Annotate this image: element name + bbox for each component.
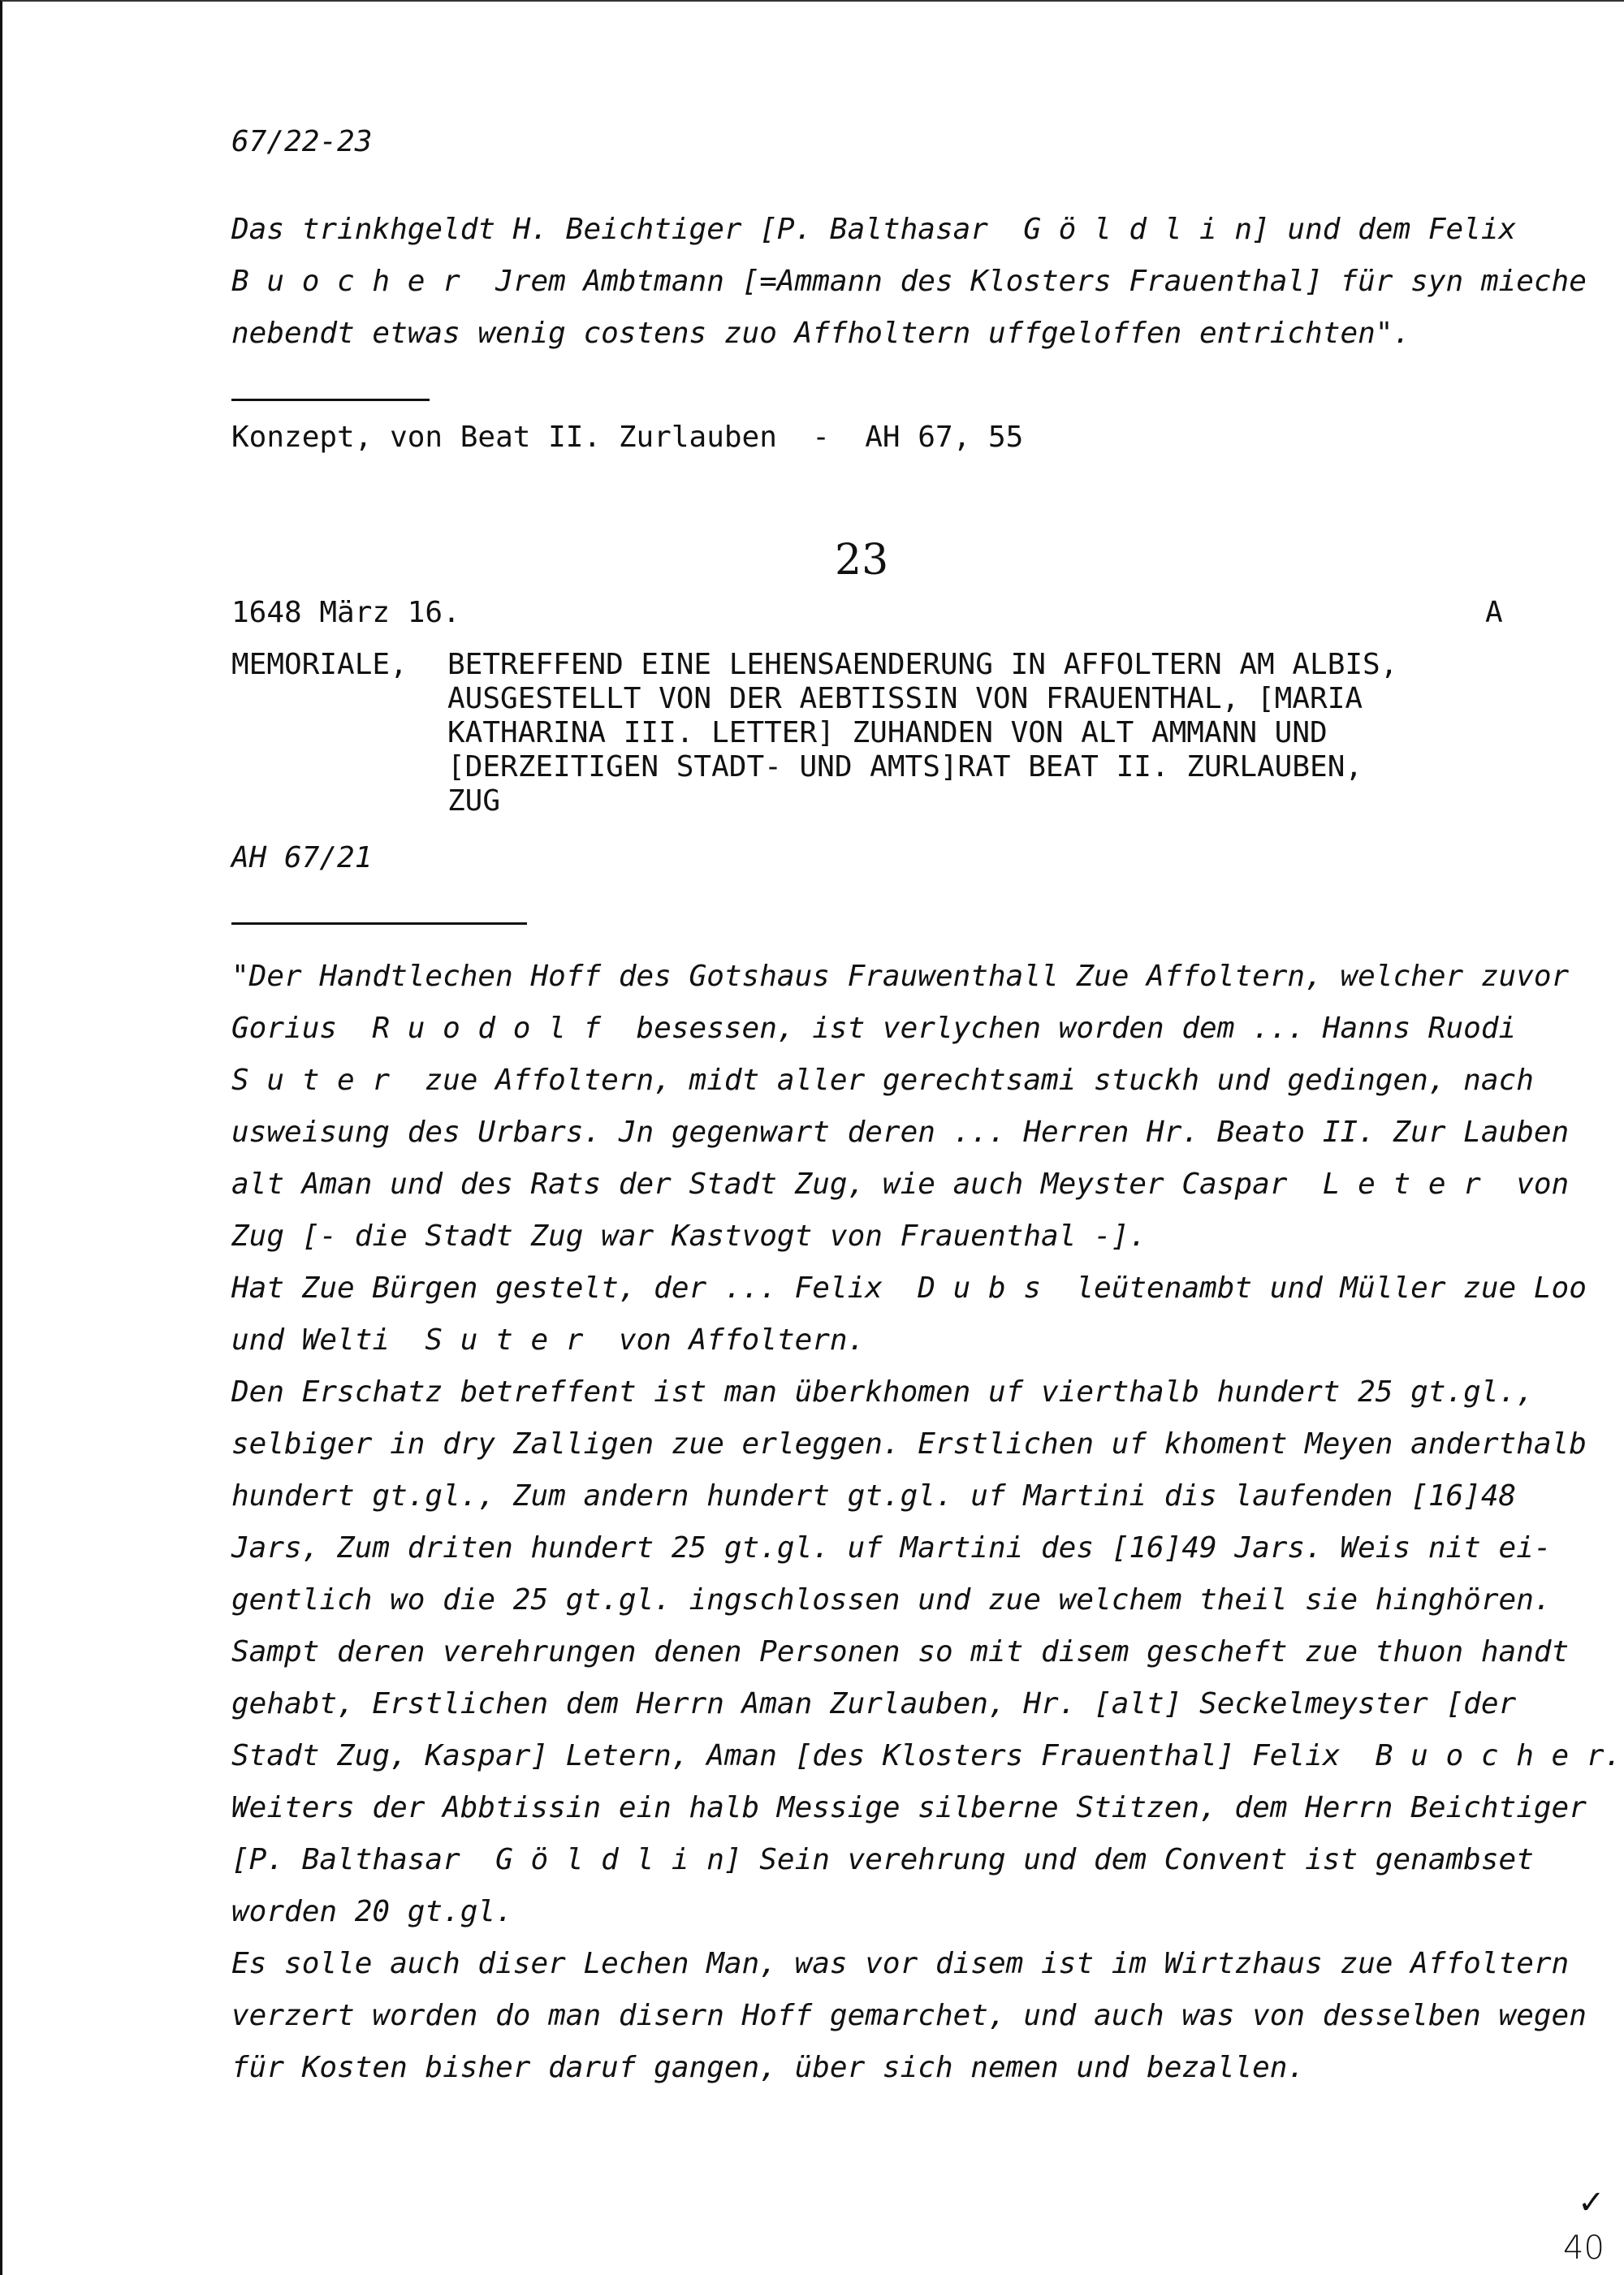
document-date: 1648 März 16. (231, 596, 460, 629)
body-line: S u t e r zue Affoltern, midt aller gerechtsami stuckh und gedingen, nach (231, 1064, 1534, 1097)
body-line: usweisung des Urbars. Jn gegenwart deren ... Herren Hr. Beato II. Zur Lauben (231, 1116, 1570, 1149)
body-line: Weiters der Abbtissin ein halb Messige silberne Stitzen, dem Herrn Beichtiger (231, 1791, 1587, 1824)
body-line: "Der Handtlechen Hoff des Gotshaus Frauwenthall Zue Affoltern, welcher zuvor (231, 960, 1570, 993)
prev-line: nebendt etwas wenig costens zuo Affholtern uffgeloffen entrichten". (231, 317, 1411, 350)
document-number: 23 (835, 536, 889, 585)
check-mark-icon: ✓ (1578, 2184, 1605, 2221)
body-line: worden 20 gt.gl. (231, 1895, 513, 1928)
prev-line: Das trinkhgeldt H. Beichtiger [P. Balthasar G ö l d l i n] und dem Felix (231, 213, 1517, 246)
body-line: Gorius R u o d o l f besessen, ist verlychen worden dem ... Hanns Ruodi (231, 1012, 1517, 1045)
body-line: hundert gt.gl., Zum andern hundert gt.gl. uf Martini dis laufenden [16]48 (231, 1479, 1517, 1513)
body-line: und Welti S u t e r von Affoltern. (231, 1323, 866, 1357)
prev-line: B u o c h e r Jrem Ambtmann [=Ammann des Klosters Frauenthal] für syn mieche (231, 265, 1587, 298)
handwritten-page-number: 40 (1563, 2230, 1605, 2267)
body-line: Sampt deren verehrungen denen Personen so mit disem gescheft zue thuon handt (231, 1635, 1570, 1668)
body-line: gentlich wo die 25 gt.gl. ingschlossen und zue welchem theil sie hinghören. (231, 1583, 1552, 1617)
title-line: ZUG (447, 784, 501, 818)
source-note: Konzept, von Beat II. Zurlauben - AH 67, 55 (231, 421, 1024, 454)
body-line: Es solle auch diser Lechen Man, was vor disem ist im Wirtzhaus zue Affoltern (231, 1947, 1570, 1980)
section-rule (231, 922, 527, 925)
body-line: alt Aman und des Rats der Stadt Zug, wie auch Meyster Caspar L e t e r von (231, 1168, 1570, 1201)
body-line: Den Erschatz betreffent ist man überkhomen uf vierthalb hundert 25 gt.gl., (231, 1375, 1534, 1409)
title-line: BETREFFEND EINE LEHENSAENDERUNG IN AFFOLTERN AM ALBIS, (447, 648, 1398, 681)
title-line: KATHARINA III. LETTER] ZUHANDEN VON ALT AMMANN UND (447, 716, 1328, 749)
body-line: Hat Zue Bürgen gestelt, der ... Felix D u b s leütenambt und Müller zue Loo (231, 1271, 1587, 1305)
reference-top: 67/22-23 (231, 125, 373, 158)
title-lead: MEMORIALE, (231, 648, 408, 681)
document-letter: A (1485, 596, 1503, 629)
body-line: Stadt Zug, Kaspar] Letern, Aman [des Klosters Frauenthal] Felix B u o c h e r. (231, 1739, 1622, 1772)
body-line: gehabt, Erstlichen dem Herrn Aman Zurlauben, Hr. [alt] Seckelmeyster [der (231, 1687, 1517, 1720)
body-line: Zug [- die Stadt Zug war Kastvogt von Frauenthal -]. (231, 1220, 1147, 1253)
title-line: AUSGESTELLT VON DER AEBTISSIN VON FRAUENTHAL, [MARIA (447, 682, 1363, 715)
archive-reference: AH 67/21 (231, 841, 373, 874)
footnote-rule (231, 399, 430, 401)
body-line: für Kosten bisher daruf gangen, über sich nemen und bezallen. (231, 2051, 1306, 2084)
body-line: Jars, Zum driten hundert 25 gt.gl. uf Martini des [16]49 Jars. Weis nit ei- (231, 1531, 1552, 1565)
body-line: verzert worden do man disern Hoff gemarchet, und auch was von desselben wegen (231, 1999, 1587, 2032)
title-line: [DERZEITIGEN STADT- UND AMTS]RAT BEAT II. ZURLAUBEN, (447, 750, 1363, 784)
body-line: selbiger in dry Zalligen zue erleggen. Erstlichen uf khoment Meyen anderthalb (231, 1427, 1587, 1461)
body-line: [P. Balthasar G ö l d l i n] Sein verehrung und dem Convent ist genambset (231, 1843, 1534, 1876)
